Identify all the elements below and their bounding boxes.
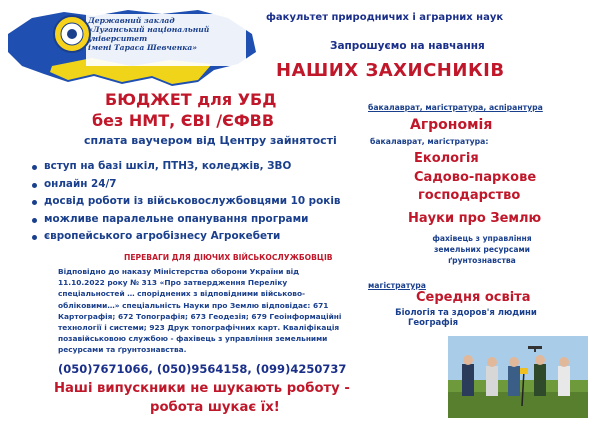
program-garden: господарство: [418, 188, 521, 203]
budget-line-1: БЮДЖЕТ для УБД: [105, 90, 277, 109]
slogan-line-2: робота шукає їх!: [150, 400, 280, 415]
decree-line: ресурсами та ґрунтознавства.: [58, 345, 187, 355]
decree-line: 11.10.2022 року № 313 «Про затвердження Переліку: [58, 278, 288, 288]
logo-line: імені Тараса Шевченка»: [88, 43, 198, 52]
programs-ecology-garden: [414, 150, 536, 206]
decree-line: позавійськовою службою - фахівець з управління земельними: [58, 334, 328, 344]
specialty-geography: Географія: [408, 318, 459, 328]
list-item: можливе паралельне опанування програми: [32, 211, 340, 229]
earth-sciences-qualification: [412, 234, 552, 266]
faculty-title: факультет природничих і аграрних наук: [266, 12, 504, 23]
list-item: вступ на базі шкіл, ПТНЗ, коледжів, ЗВО: [32, 158, 340, 176]
university-name: [88, 16, 248, 52]
logo-line: «Луганський національний: [88, 25, 210, 34]
secondary-education-specialties: [378, 308, 554, 328]
decree-line: обліковими…» спеціальність Науки про Землю відповідає: 671: [58, 300, 329, 310]
list-item: європейського агробізнесу Агрокебети: [32, 228, 340, 246]
defenders-heading: НАШИХ ЗАХИСНИКІВ: [276, 60, 505, 81]
decree-line: спеціальностей … споріднених з відповідними військово-: [58, 289, 306, 299]
degree-levels-3: магістратура: [368, 281, 426, 290]
degree-levels-2: бакалаврат, магістратура:: [370, 137, 489, 146]
benefits-list: [32, 158, 340, 246]
phone-numbers: (050)7671066, (050)9564158, (099)4250737: [58, 362, 347, 376]
program-garden: Садово-паркове: [414, 169, 537, 185]
field-team-photo: [448, 336, 588, 418]
decree-line: Відповідно до наказу Міністерства оборони України від: [58, 267, 300, 276]
voucher-text: сплата ваучером від Центру зайнятості: [84, 134, 337, 147]
university-seal-icon: [52, 14, 92, 54]
specialty-biology: Біологія та здоров'я людини: [395, 308, 537, 318]
program-ecology: Екологія: [414, 151, 479, 166]
list-item: досвід роботи із військовослужбовцями 10 років: [32, 193, 340, 211]
program-agronomy: Агрономія: [410, 117, 493, 133]
budget-line-2: без НМТ, ЄВІ /ЄФВВ: [92, 111, 275, 130]
logo-line: університет: [88, 34, 148, 43]
program-earth-sciences: Науки про Землю: [408, 211, 542, 226]
preferences-title: ПЕРЕВАГИ ДЛЯ ДІЮЧИХ ВІЙСЬКОСЛУЖБОВЦІВ: [124, 253, 333, 262]
decree-line: технології і системи; 923 Друк топографічних карт. Кваліфікація: [58, 323, 340, 333]
list-item: онлайн 24/7: [32, 176, 340, 194]
decree-text: [58, 266, 358, 356]
degree-levels-1: бакалаврат, магістратура, аспірантура: [368, 103, 543, 112]
invite-text: Запрошуємо на навчання: [330, 40, 485, 52]
logo-line: Державний заклад: [88, 16, 175, 25]
qualification-line: фахівець з управління: [432, 234, 532, 243]
program-secondary-education: Середня освіта: [416, 290, 531, 305]
qualification-line: земельних ресурсами: [433, 244, 531, 254]
decree-line: Картографія; 672 Топографія; 673 Геодезія; 679 Геоінформаційні: [58, 311, 342, 321]
slogan-line-1: Наші випускники не шукають роботу -: [54, 381, 350, 396]
qualification-line: ґрунтознавства: [448, 255, 516, 265]
